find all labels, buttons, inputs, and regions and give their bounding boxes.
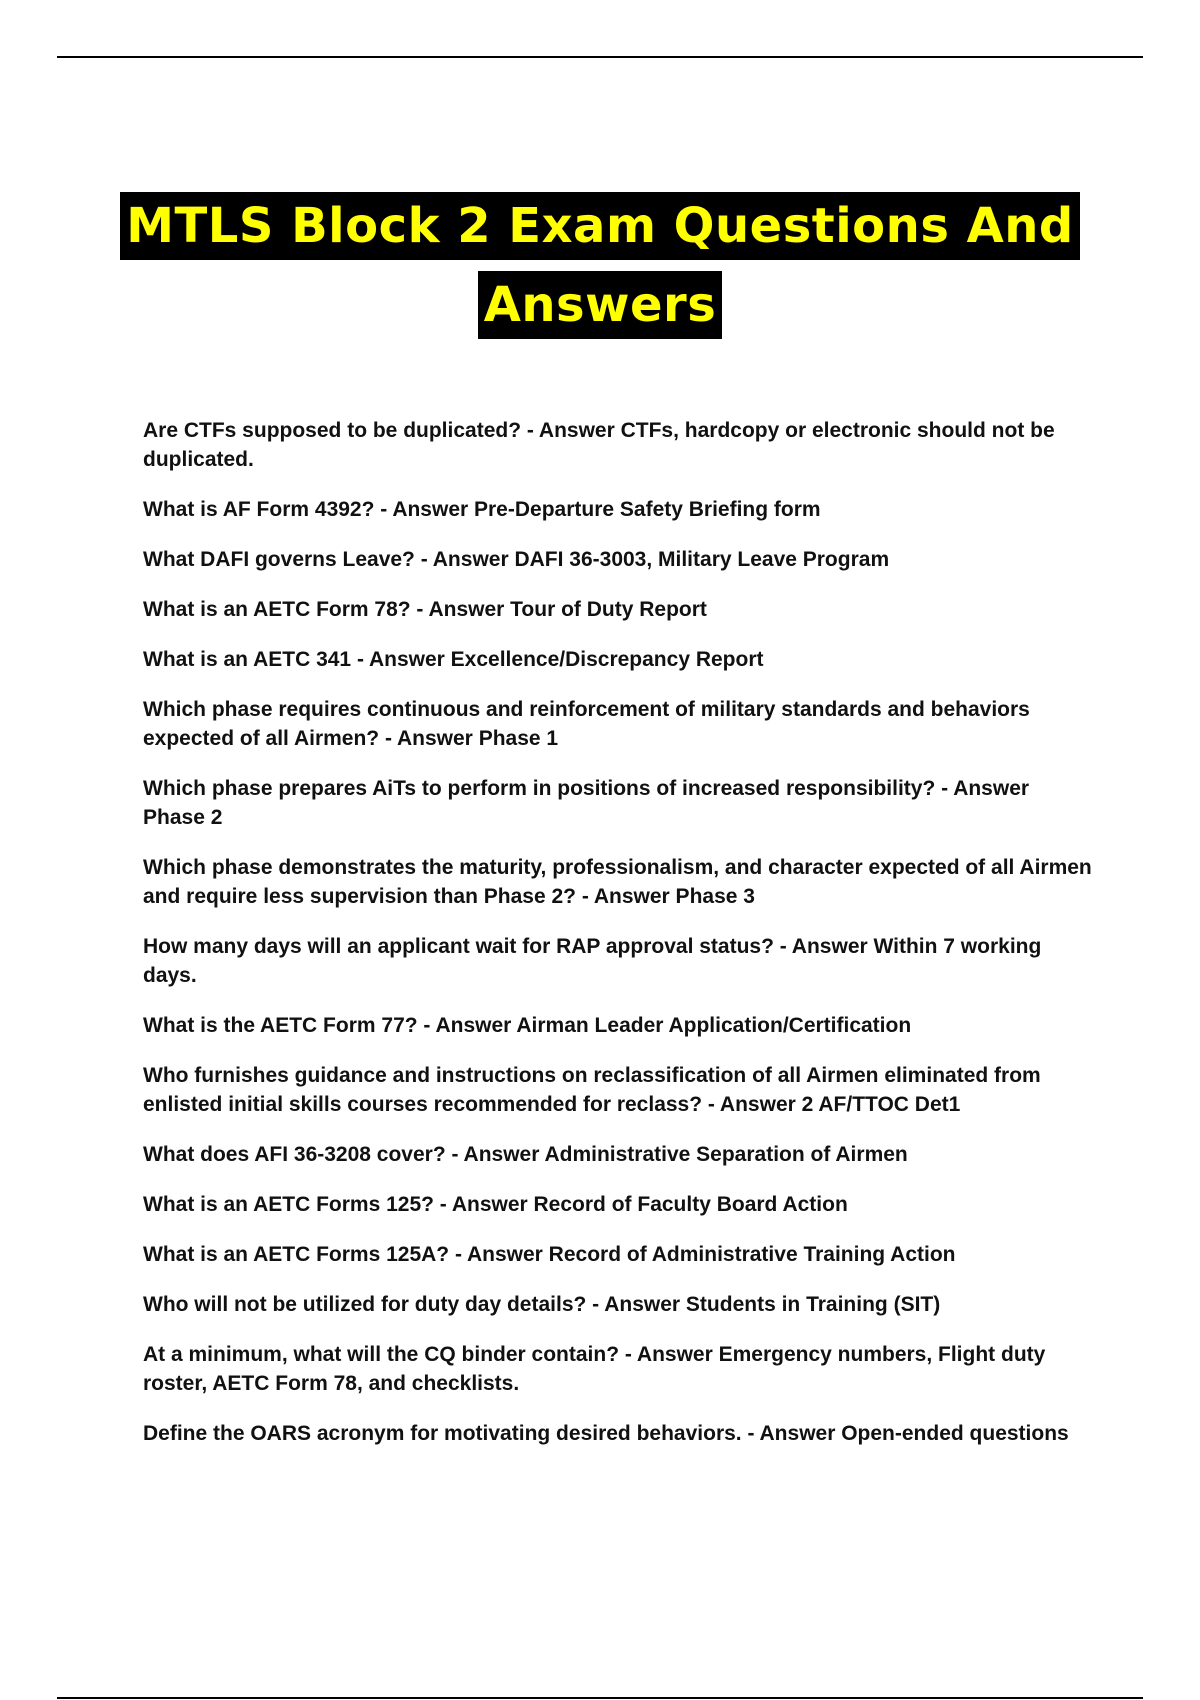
qa-item: What is an AETC Forms 125A? - Answer Record of Administrative Training Action xyxy=(143,1243,956,1266)
qa-item: Which phase requires continuous and reinforcement of military standards and behaviors expected of all Airmen? - Answer Phase 1 xyxy=(143,698,1030,750)
qa-item: What DAFI governs Leave? - Answer DAFI 36-3003, Military Leave Program xyxy=(143,548,890,571)
footer-rule xyxy=(57,1697,1143,1699)
qa-item: How many days will an applicant wait for RAP approval status? - Answer Within 7 working days. xyxy=(143,935,1042,987)
header-rule xyxy=(57,56,1143,58)
qa-item: Define the OARS acronym for motivating desired behaviors. - Answer Open-ended questions xyxy=(143,1422,1069,1445)
qa-item: Which phase prepares AiTs to perform in positions of increased responsibility? - Answer Phase 2 xyxy=(143,777,1030,829)
qa-item: What is AF Form 4392? - Answer Pre-Departure Safety Briefing form xyxy=(143,498,821,521)
qa-item: At a minimum, what will the CQ binder contain? - Answer Emergency numbers, Flight duty roster, AETC Form 78, and checklists. xyxy=(143,1343,1046,1395)
qa-item: Which phase demonstrates the maturity, professionalism, and character expected of all Airmen and require less supervision than Phase 2? - Answer Phase 3 xyxy=(143,856,1092,908)
qa-list xyxy=(143,416,1093,1469)
qa-item: What is an AETC Form 78? - Answer Tour of Duty Report xyxy=(143,598,707,621)
document-title xyxy=(0,192,1200,339)
qa-item: Who will not be utilized for duty day details? - Answer Students in Training (SIT) xyxy=(143,1293,941,1316)
title-line-1: MTLS Block 2 Exam Questions And xyxy=(120,192,1080,260)
title-line-2: Answers xyxy=(478,271,723,339)
qa-item: Who furnishes guidance and instructions on reclassification of all Airmen eliminated from enlisted initial skills courses recommended for reclass? - Answer 2 AF/TTOC Det1 xyxy=(143,1064,1041,1116)
qa-item: What is the AETC Form 77? - Answer Airman Leader Application/Certification xyxy=(143,1014,912,1037)
qa-item: Are CTFs supposed to be duplicated? - Answer CTFs, hardcopy or electronic should not be duplicated. xyxy=(143,419,1055,471)
qa-item: What is an AETC Forms 125? - Answer Record of Faculty Board Action xyxy=(143,1193,848,1216)
qa-item: What is an AETC 341 - Answer Excellence/Discrepancy Report xyxy=(143,648,764,671)
qa-item: What does AFI 36-3208 cover? - Answer Administrative Separation of Airmen xyxy=(143,1143,908,1166)
